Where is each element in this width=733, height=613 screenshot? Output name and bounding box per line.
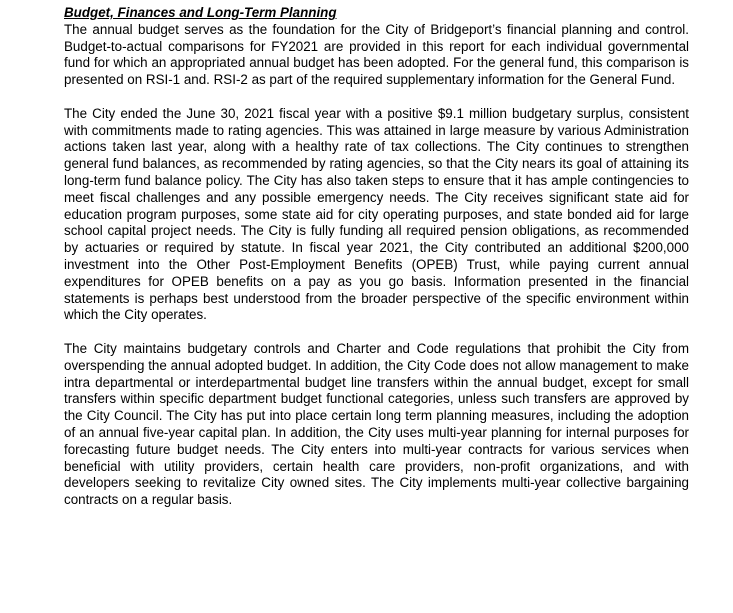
paragraph-budgetary-controls: The City maintains budgetary controls and Charter and Code regulations that prohibit the City from overspending the annual adopted budget. In addition, the City Code does not allow management to make intra departmental or interdepartmental budget line transfers within the annual budget, except for small transfers within specific department budget functional categories, unless such transfers are approved by the City Council. The City has put into place certain long term planning measures, including the adoption of an annual five-year capital plan. In addition, the City uses multi-year planning for internal purposes for forecasting future budget needs. The City enters into multi-year contracts for various services when beneficial with utility providers, certain health care providers, non-profit organizations, and with developers seeking to revitalize City owned sites. The City implements multi-year collective bargaining contracts on a regular basis. [64, 340, 689, 508]
section-heading: Budget, Finances and Long-Term Planning [64, 5, 337, 20]
paragraph-fiscal-year-results: The City ended the June 30, 2021 fiscal year with a positive $9.1 million budgetary surplus, consistent with commitments made to rating agencies. This was attained in large measure by various Administration actions taken last year, along with a healthy rate of tax collections. The City continues to strengthen general fund balances, as recommended by rating agencies, so that the City nears its goal of attaining its long-term fund balance policy. The City has also taken steps to ensure that it has ample contingencies to meet fiscal challenges and any possible emergency needs. The City receives significant state aid for education program purposes, some state aid for city operating purposes, and state bonded aid for large school capital project needs. The City is fully funding all required pension obligations, as recommended by actuaries or required by statute. In fiscal year 2021, the City contributed an additional $200,000 investment into the Other Post-Employment Benefits (OPEB) Trust, while paying current annual expenditures for OPEB benefits on a pay as you go basis. Information presented in the financial statements is perhaps best understood from the broader perspective of the specific environment within which the City operates. [64, 105, 689, 323]
paragraph-budget-overview: The annual budget serves as the foundation for the City of Bridgeport’s financial planning and control. Budget-to-actual comparisons for FY2021 are provided in this report for each individual governmental fund for which an appropriated annual budget has been adopted. For the general fund, this comparison is presented on RSI-1 and. RSI-2 as part of the required supplementary information for the General Fund. [64, 21, 689, 88]
document-page [64, 5, 689, 526]
